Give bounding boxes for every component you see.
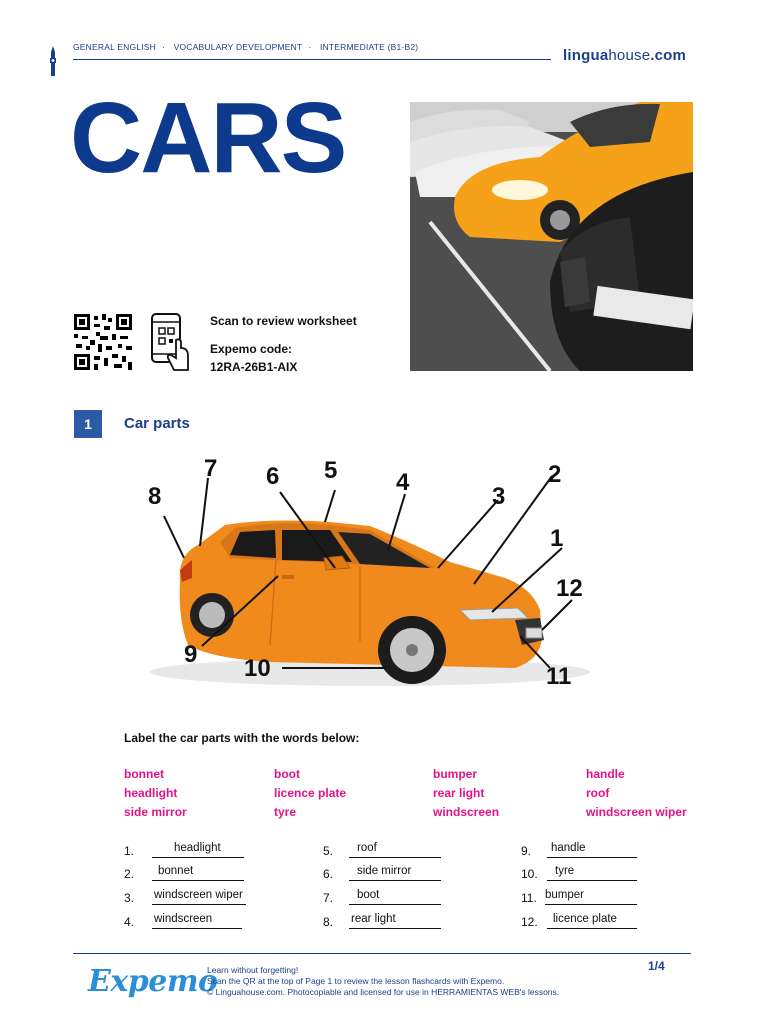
breadcrumb-item: INTERMEDIATE (B1-B2) (319, 42, 419, 52)
diagram-label-6: 6 (266, 463, 280, 490)
word-bank-item: boot (274, 767, 300, 781)
breadcrumb: GENERAL ENGLISH · VOCABULARY DEVELOPMENT · INTERMEDIATE (B1-B2) (73, 42, 419, 52)
diagram-label-10: 10 (244, 655, 271, 682)
footer-divider (73, 953, 691, 954)
diagram-label-2: 2 (548, 461, 562, 488)
answer-field[interactable]: roof (349, 841, 441, 858)
answer-row: 11. bumper (521, 885, 637, 905)
answer-field[interactable]: boot (349, 888, 441, 905)
diagram-label-11: 11 (546, 663, 572, 690)
footer-copyright: © Linguahouse.com. Photocopiable and licensed for use in HERRAMIENTAS WEB's lessons. (207, 987, 560, 997)
section-number: 1 (74, 410, 102, 438)
header-divider (73, 59, 551, 60)
page-number: 1/4 (648, 959, 665, 973)
big-ben-icon (48, 46, 58, 76)
answer-row: 8. rear light (323, 909, 441, 929)
breadcrumb-item: GENERAL ENGLISH (73, 42, 156, 52)
answer-field[interactable]: windscreen wiper (152, 888, 246, 905)
expemo-logo[interactable]: Expemo (88, 964, 218, 999)
expemo-code: 12RA-26B1-AIX (210, 360, 298, 374)
word-bank-item: bonnet (124, 767, 164, 781)
answer-field[interactable]: windscreen (152, 912, 242, 929)
diagram-label-8: 8 (148, 483, 162, 510)
answer-row: 6. side mirror (323, 861, 441, 881)
page-title: CARS (70, 82, 346, 194)
answer-row: 9. handle (521, 838, 637, 858)
word-bank-item: bumper (433, 767, 478, 781)
answer-field[interactable]: side mirror (349, 864, 441, 881)
answer-row: 12. licence plate (521, 909, 637, 929)
cars-photo (410, 102, 693, 371)
word-bank-item: roof (586, 786, 610, 800)
answer-field[interactable]: tyre (547, 864, 637, 881)
answer-field[interactable]: headlight (152, 841, 244, 858)
qr-code[interactable] (74, 314, 132, 370)
diagram-label-12: 12 (556, 575, 583, 602)
word-bank-item: tyre (274, 805, 297, 819)
diagram-label-7: 7 (204, 455, 218, 482)
answer-row: 2. bonnet (124, 861, 244, 881)
answer-field[interactable]: bonnet (152, 864, 244, 881)
diagram-label-5: 5 (324, 457, 338, 484)
word-bank-item: handle (586, 767, 625, 781)
answer-row: 10. tyre (521, 861, 637, 881)
expemo-code-label: Expemo code: (210, 342, 293, 356)
diagram-label-9: 9 (184, 641, 198, 668)
brand-logo[interactable]: linguahouse.com (563, 47, 687, 64)
word-bank-item: windscreen (433, 805, 500, 819)
phone-scan-icon (150, 312, 192, 372)
word-bank-item: rear light (433, 786, 485, 800)
answer-row: 5. roof (323, 838, 441, 858)
diagram-label-3: 3 (492, 483, 506, 510)
diagram-label-1: 1 (550, 525, 564, 552)
answer-row: 1. headlight (124, 838, 244, 858)
word-bank-item: windscreen wiper (586, 805, 687, 819)
footer-tagline: Learn without forgetting! (207, 965, 299, 975)
scan-instructions (210, 312, 357, 376)
diagram-label-4: 4 (396, 469, 410, 496)
footer-instructions: Scan the QR at the top of Page 1 to review the lesson flashcards with Expemo. (207, 976, 505, 986)
answer-field[interactable]: bumper (545, 888, 637, 905)
answer-row: 4. windscreen (124, 909, 242, 929)
answer-field[interactable]: rear light (349, 912, 441, 929)
word-bank-item: headlight (124, 786, 178, 800)
exercise-instruction: Label the car parts with the words below: (124, 731, 360, 745)
answer-field[interactable]: licence plate (547, 912, 637, 929)
answer-row: 3. windscreen wiper (124, 885, 246, 905)
word-bank-item: side mirror (124, 805, 187, 819)
answer-row: 7. boot (323, 885, 441, 905)
section-title: Car parts (124, 415, 190, 432)
scan-label: Scan to review worksheet (210, 314, 357, 328)
footer-text (207, 965, 559, 998)
answer-field[interactable]: handle (547, 841, 637, 858)
car-diagram (120, 450, 620, 700)
word-bank-item: licence plate (274, 786, 347, 800)
breadcrumb-item: VOCABULARY DEVELOPMENT (173, 42, 303, 52)
